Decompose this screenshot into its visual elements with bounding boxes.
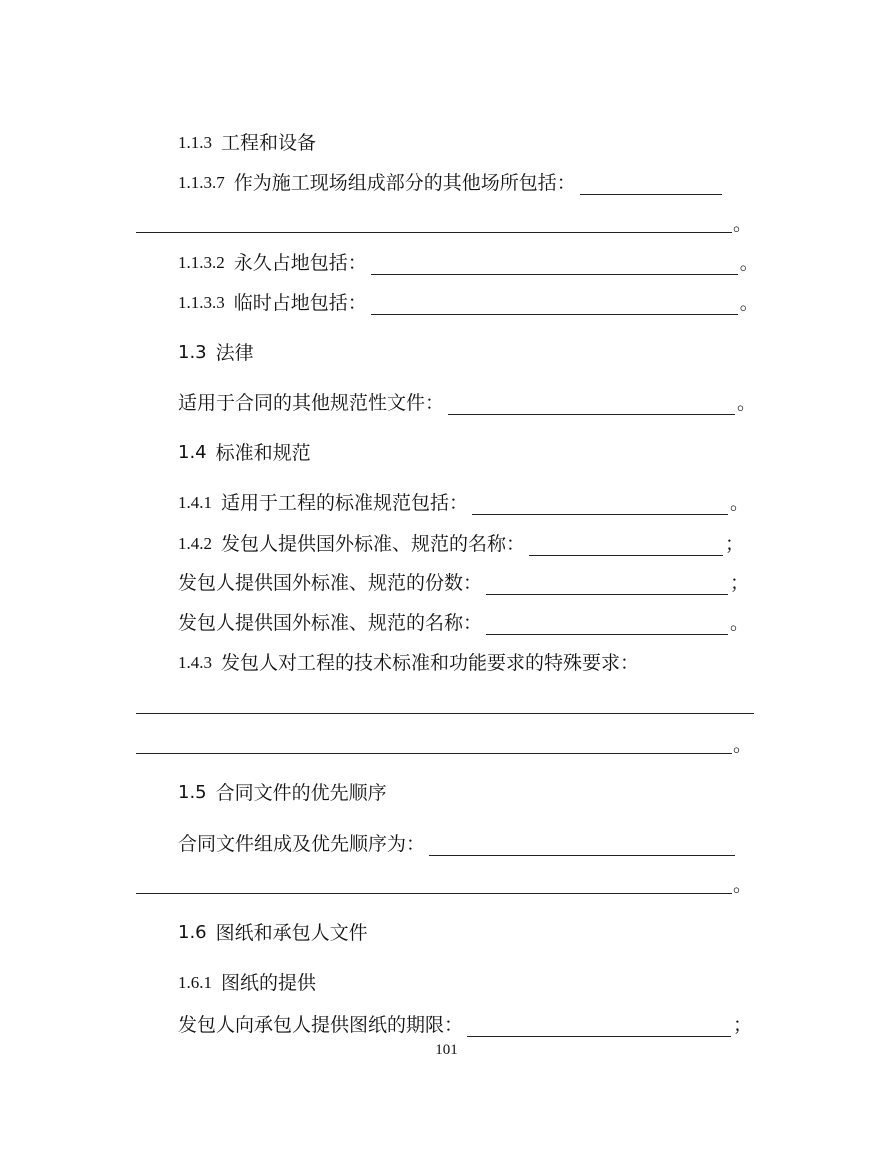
clause-number: 1.1.3.7 (178, 173, 225, 192)
clause-text: 发包人对工程的技术标准和功能要求的特殊要求： (221, 652, 640, 674)
line-end-punctuation: 。 (733, 874, 753, 896)
fill-blank[interactable] (580, 176, 722, 195)
clause-number: 1.1.3.3 (178, 293, 225, 312)
section-1-6-heading (178, 921, 368, 945)
line-end-punctuation: 。 (739, 252, 759, 274)
clause-text: 适用于合同的其他规范性文件： (178, 392, 445, 414)
line-end-punctuation: 。 (733, 734, 753, 756)
fill-blank[interactable] (429, 837, 735, 856)
clause-number: 1.1.3.2 (178, 253, 225, 272)
clause-1-1-3-7 (178, 171, 722, 195)
clause-text: 永久占地包括： (233, 252, 367, 274)
clause-document-order (178, 832, 735, 856)
clause-1-1-3-2 (178, 251, 759, 275)
clause-text: 临时占地包括： (233, 292, 367, 314)
clause-1-6-1 (178, 971, 316, 995)
clause-text: 图纸的提供 (221, 972, 317, 994)
clause-applicable-documents (178, 391, 756, 415)
fill-blank[interactable] (448, 396, 735, 415)
fill-blank[interactable] (472, 496, 728, 515)
section-number: 1.4 (178, 442, 207, 463)
section-number: 1.5 (178, 782, 207, 803)
section-number: 1.1.3 (178, 133, 212, 152)
section-number: 1.3 (178, 342, 207, 363)
section-number: 1.6 (178, 922, 207, 943)
clause-1-4-3 (178, 651, 639, 675)
section-1-1-3-heading (178, 131, 316, 155)
line-end-punctuation: ； (733, 1014, 753, 1036)
clause-number: 1.6.1 (178, 973, 212, 992)
clause-text: 作为施工现场组成部分的其他场所包括： (233, 172, 576, 194)
clause-foreign-standard-copies (178, 571, 749, 595)
clause-text: 合同文件组成及优先顺序为： (178, 833, 426, 855)
fill-blank-line[interactable] (136, 753, 732, 754)
line-end-punctuation: ； (730, 572, 750, 594)
line-end-punctuation: 。 (730, 492, 750, 514)
clause-number: 1.4.2 (178, 534, 212, 553)
fill-blank[interactable] (371, 256, 738, 275)
clause-1-4-1 (178, 491, 749, 515)
section-title: 合同文件的优先顺序 (215, 782, 387, 804)
line-end-punctuation: 。 (737, 392, 757, 414)
section-1-5-heading (178, 781, 387, 805)
line-end-punctuation: ； (725, 533, 745, 555)
section-title: 图纸和承包人文件 (215, 922, 368, 944)
clause-number: 1.4.3 (178, 653, 212, 672)
clause-text: 发包人提供国外标准、规范的名称： (178, 612, 483, 634)
clause-foreign-standard-names (178, 611, 749, 635)
section-1-3-heading (178, 341, 254, 365)
fill-blank[interactable] (371, 296, 738, 315)
section-1-4-heading (178, 441, 311, 465)
line-end-punctuation: 。 (733, 213, 753, 235)
clause-text: 发包人向承包人提供图纸的期限： (178, 1014, 464, 1036)
fill-blank[interactable] (467, 1018, 731, 1037)
fill-blank-continuation[interactable] (136, 232, 732, 233)
section-title: 工程和设备 (221, 132, 317, 154)
fill-blank[interactable] (529, 537, 723, 556)
clause-drawing-deadline (178, 1013, 752, 1037)
clause-text: 发包人提供国外标准、规范的份数： (178, 572, 483, 594)
page-number: 101 (435, 1042, 458, 1058)
clause-text: 发包人提供国外标准、规范的名称： (221, 533, 526, 555)
clause-1-4-2 (178, 532, 744, 556)
clause-1-1-3-3 (178, 291, 759, 315)
fill-blank[interactable] (486, 616, 728, 635)
line-end-punctuation: 。 (739, 292, 759, 314)
clause-text: 适用于工程的标准规范包括： (221, 492, 469, 514)
fill-blank-continuation[interactable] (136, 893, 732, 894)
section-title: 标准和规范 (215, 442, 311, 464)
clause-number: 1.4.1 (178, 493, 212, 512)
line-end-punctuation: 。 (730, 612, 750, 634)
fill-blank[interactable] (486, 576, 728, 595)
section-title: 法律 (215, 342, 254, 364)
fill-blank-line[interactable] (136, 713, 754, 714)
